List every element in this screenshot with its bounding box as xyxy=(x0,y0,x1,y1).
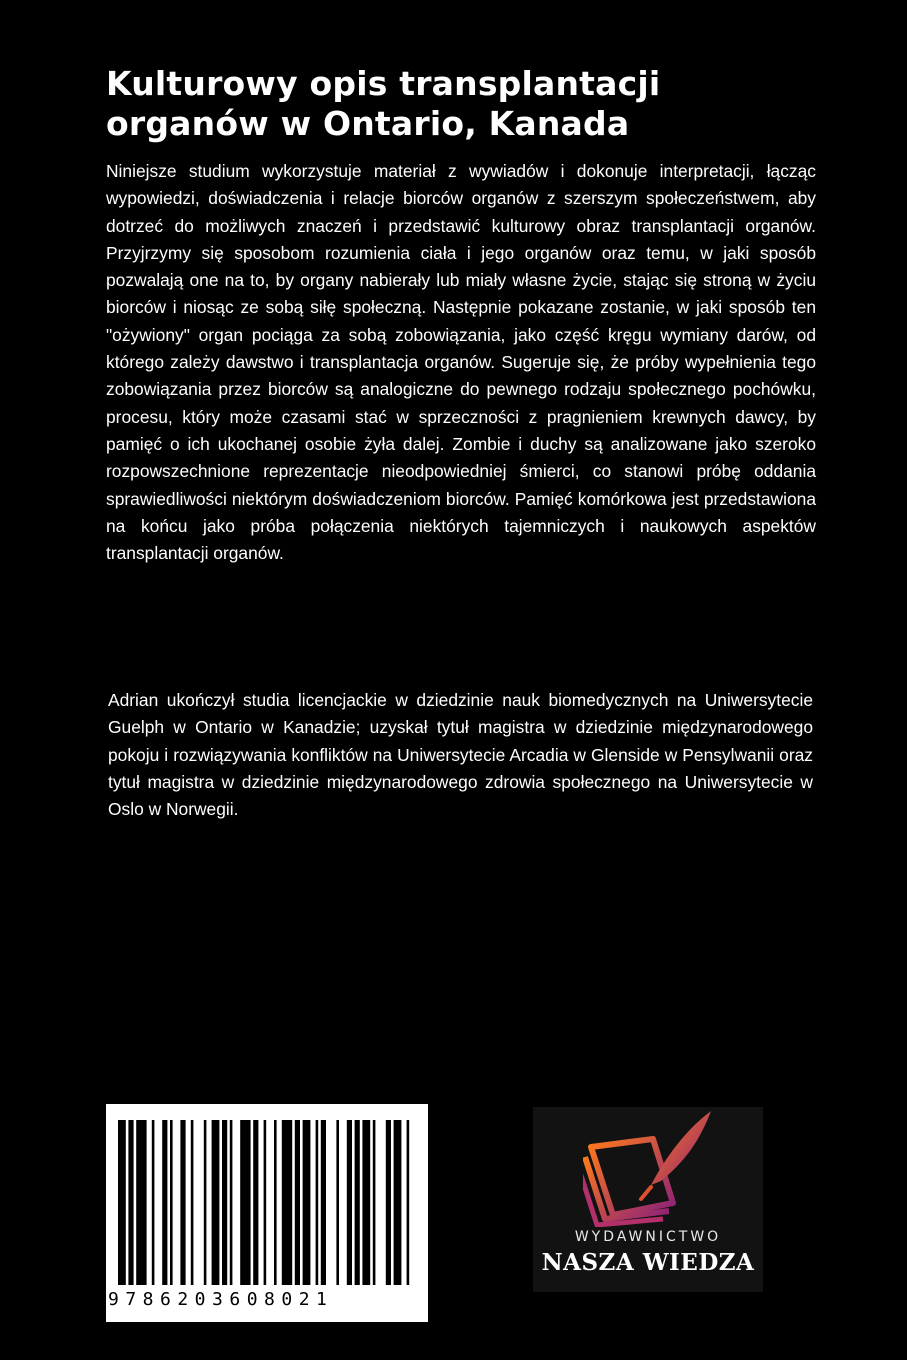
barcode-bar xyxy=(212,1120,220,1285)
isbn-barcode xyxy=(106,1104,428,1322)
barcode-bar xyxy=(362,1120,370,1285)
barcode-bar xyxy=(282,1120,292,1285)
barcode-bar xyxy=(407,1120,410,1285)
barcode-bar xyxy=(170,1120,173,1285)
publisher-logo xyxy=(533,1107,763,1292)
barcode-bar xyxy=(180,1120,185,1285)
book-quill-icon xyxy=(583,1107,713,1227)
author-bio: Adrian ukończył studia licencjackie w dziedzinie nauk biomedycznych na Uniwersytecie Guelph w Ontario w Kanadzie; uzyskał tytuł magistra w dziedzinie międzynarodowego pokoju i rozwiązywania konfliktów na Uniwersytecie Arcadia w Glenside w Pensylwanii oraz tytuł magistra w dziedzinie międzynarodowego zdrowia społecznego na Uniwersytecie w Oslo w Norwegii. xyxy=(108,690,813,820)
barcode-bar xyxy=(347,1120,352,1285)
barcode-bar xyxy=(321,1120,326,1285)
barcode-bar xyxy=(336,1120,339,1285)
barcode-bar xyxy=(386,1120,391,1285)
book-abstract: Niniejsze studium wykorzystuje materiał z wywiadów i dokonuje interpretacji, łącząc wypowiedzi, doświadczenia i relacje biorców organów z szerszym społeczeństwem, aby dotrzeć do możliwych znaczeń i przedstawić kulturowy obraz transplantacji organów. Przyjrzymy się sposobom rozumienia ciała i jego organów oraz temu, w jaki sposób pozwalają one na to, by organy nabierały lub miały własne życie, stając się stroną w życiu biorców i niosąc ze sobą siłę społeczną. Następnie pokazane zostanie, w jaki sposób ten "ożywiony" organ pociąga za sobą zobowiązania, jako część kręgu wymiany darów, od którego zależy dawstwo i transplantacja organów. Sugeruje się, że próby wypełnienia tego zobowiązania przez biorców są analogiczne do pewnego rodzaju społecznego pochówku, procesu, który może czasami stać w sprzeczności z pragnieniem krewnych dawcy, by pamięć o ich ukochanej osobie żyła dalej. Zombie i duchy są analizowane jako szeroko rozpowszechnione reprezentacje nieodpowiedniej śmierci, co stanowi próbę oddania sprawiedliwości niektórym doświadczeniom biorców. Pamięć komórkowa jest przedstawiona na końcu jako próba połączenia niektórych tajemniczych i naukowych aspektów transplantacji organów. xyxy=(106,161,816,564)
barcode-bar xyxy=(128,1120,133,1285)
barcode-bar xyxy=(230,1120,233,1285)
barcode-bar xyxy=(264,1120,267,1285)
barcode-bar xyxy=(355,1120,360,1285)
barcode-bar xyxy=(204,1120,207,1285)
barcode-bar xyxy=(191,1120,194,1285)
barcode-bar xyxy=(162,1120,167,1285)
barcode-bar xyxy=(253,1120,258,1285)
barcode-bar xyxy=(373,1120,376,1285)
book-title: Kulturowy opis transplantacji organów w Ontario, Kanada xyxy=(106,64,661,143)
barcode-bar xyxy=(274,1120,277,1285)
barcode-bar xyxy=(316,1120,319,1285)
barcode-bar xyxy=(118,1120,126,1285)
barcode-bar xyxy=(240,1120,250,1285)
barcode-bar xyxy=(222,1120,227,1285)
barcode-bar xyxy=(152,1120,155,1285)
barcode-bar xyxy=(394,1120,402,1285)
publisher-label: WYDAWNICTWO xyxy=(574,1229,722,1245)
isbn-digits: 9786203608021 xyxy=(108,1289,334,1310)
barcode-bar xyxy=(136,1120,146,1285)
barcode-bar xyxy=(303,1120,311,1285)
barcode-bar xyxy=(295,1120,300,1285)
publisher-name: NASZA WIEDZA xyxy=(541,1249,755,1276)
